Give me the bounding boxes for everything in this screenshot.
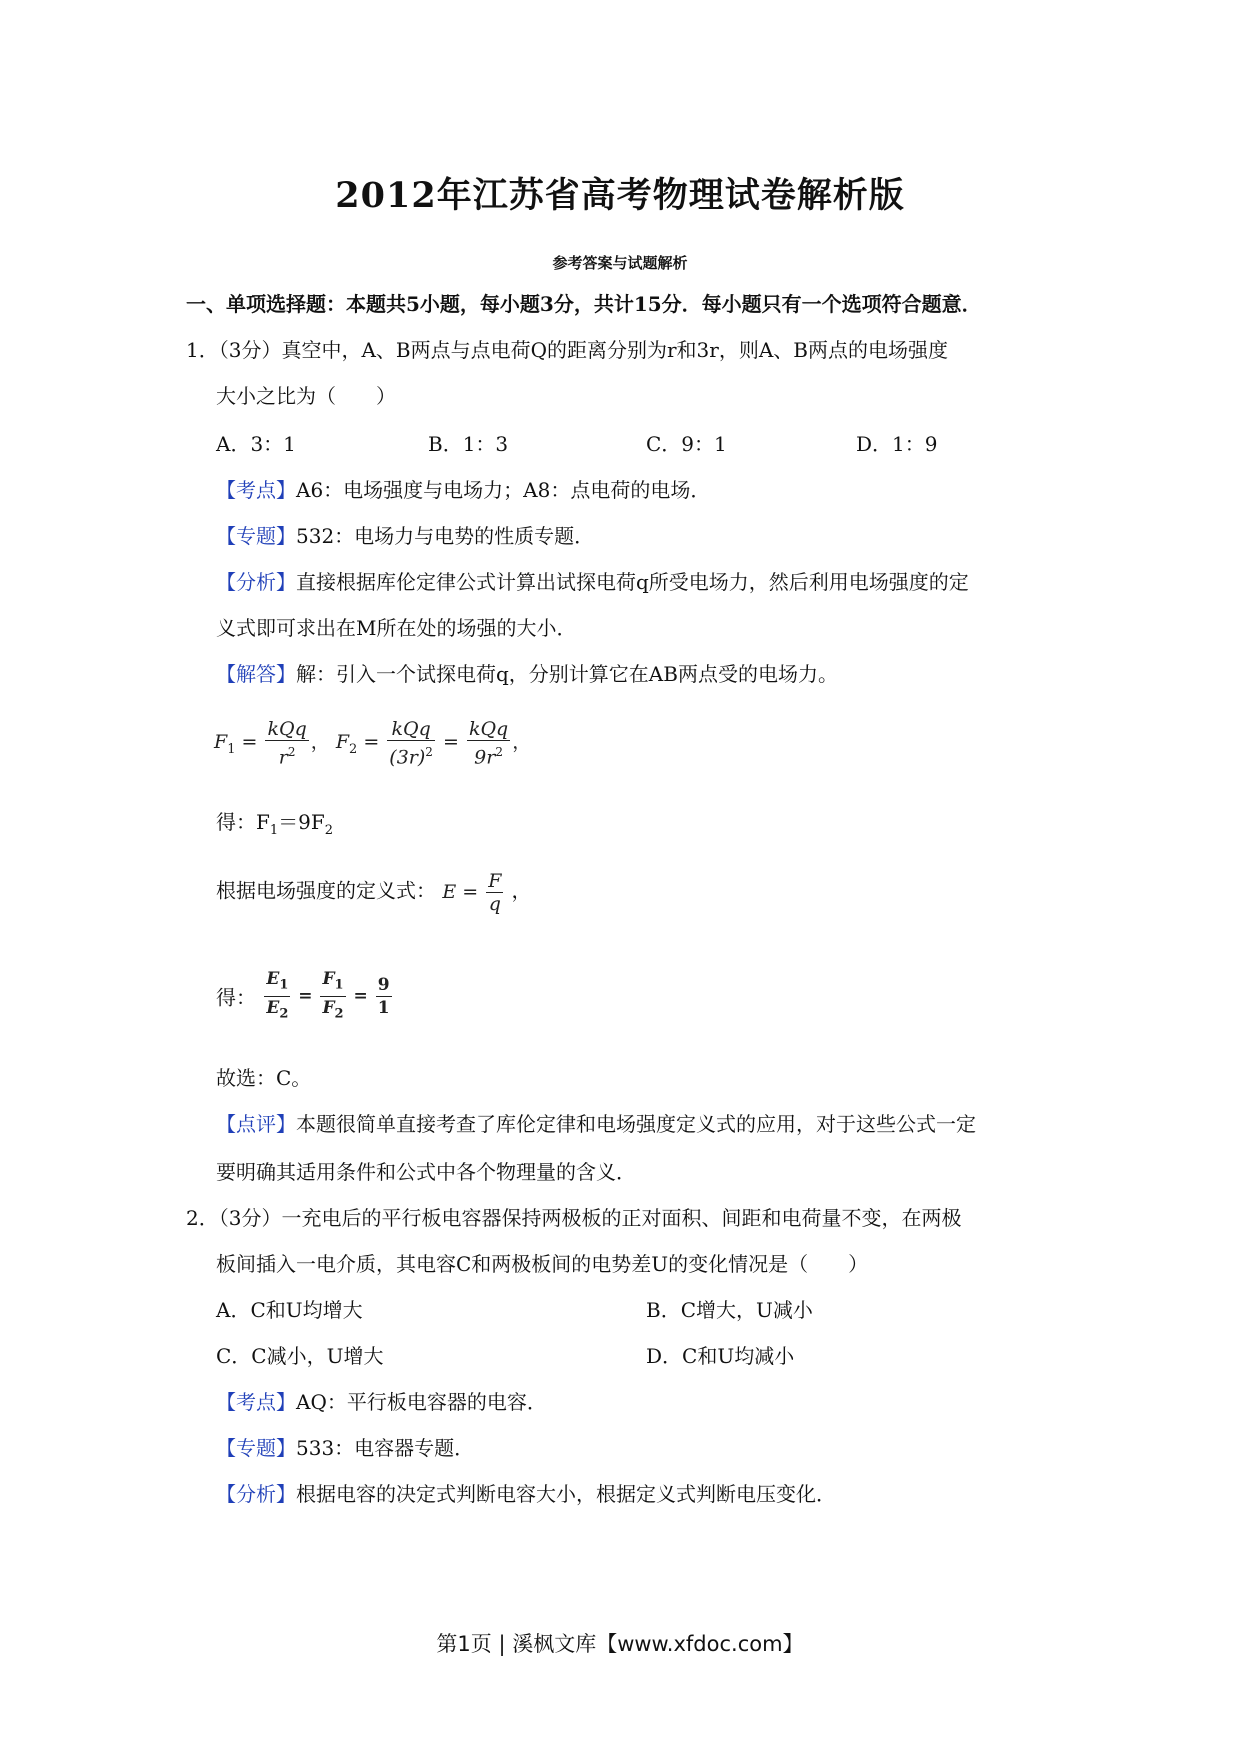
ratio-frac-f: $\frac{F_1}{F_2}$: [322, 969, 344, 1022]
q1-kaodian: [216, 474, 710, 503]
q2-option-d: D．C和U均减小: [646, 1344, 795, 1368]
ratio-frac-num: $\frac{9}{1}$: [377, 975, 390, 1019]
q1-dianping-line2: 要明确其适用条件和公式中各个物理量的含义．: [216, 1160, 636, 1184]
zhuanti-text: 532：电场力与电势的性质专题．: [296, 524, 595, 548]
equation-coulomb: $F_1$ = $\frac{\text{kQq}}{r^2}$ ， $F_2$ = $\frac{\text{kQq}}{(3r)^2}$ = $\frac{\text{kQq}}{9r^2}$ ，: [214, 718, 532, 769]
q2-stem-line2: 板间插入一电介质，其电容C和两极板间的电势差U的变化情况是（ ）: [216, 1252, 869, 1276]
q1-fenxi-line2: 义式即可求出在M所在处的场强的大小．: [216, 616, 577, 640]
eq-f2: $F_2$: [335, 731, 358, 757]
q2-kaodian: 【考点】AQ：平行板电容器的电容．: [216, 1390, 547, 1414]
fenxi-text-line1: 直接根据库伦定律公式计算出试探电荷q所受电场力，然后利用电场强度的定: [296, 570, 969, 594]
q2-option-c: C．C减小，U增大: [216, 1344, 384, 1368]
q1-option-d: D．1：9: [856, 432, 938, 456]
q1-choose: 故选：C。: [216, 1066, 312, 1090]
q2-option-a: A．C和U均增大: [216, 1298, 363, 1322]
dianping-text-line1: 本题很简单直接考查了库伦定律和电场强度定义式的应用，对于这些公式一定: [296, 1112, 976, 1136]
jieda-text: 解：引入一个试探电荷q，分别计算它在AB两点受的电场力。: [296, 662, 838, 686]
q2-zhuanti: 【专题】533：电容器专题．: [216, 1436, 475, 1460]
q1-definition: 根据电场强度的定义式： E = $\frac{F}{q}$ ，: [216, 870, 532, 915]
section-heading: 一、单项选择题：本题共5小题，每小题3分，共计15分．每小题只有一个选项符合题意．: [186, 292, 982, 316]
eq-frac-1: $\frac{\text{kQq}}{r^2}$: [267, 718, 307, 769]
q1-fenxi: [216, 566, 969, 595]
q1-option-b: B．1：3: [428, 432, 509, 456]
q1-option-c: C．9：1: [646, 432, 727, 456]
q1-stem-line2: 大小之比为（ ）: [216, 384, 396, 408]
kaodian-text: A6：电场强度与电场力；A8：点电荷的电场．: [296, 478, 711, 502]
page-title: 2012年江苏省高考物理试卷解析版: [335, 175, 905, 216]
jieda-tag: 【解答】: [216, 662, 296, 686]
eq-frac-2: $\frac{\text{kQq}}{(3r)^2}$: [389, 718, 433, 769]
zhuanti-tag: 【专题】: [216, 524, 296, 548]
q1-ratio: 得： $\frac{E_1}{E_2}$ = $\frac{F_1}{F_2}$ = $\frac{9}{1}$: [216, 968, 394, 1026]
q2-option-b: B．C增大，U减小: [646, 1298, 813, 1322]
q1-stem-line1: 1．（3分）真空中，A、B两点与点电荷Q的距离分别为r和3r，则A、B两点的电场强度: [186, 338, 948, 362]
page-footer: 第1页 | 溪枫文库【www.xfdoc.com】: [436, 1632, 804, 1656]
q2-stem-line1: 2．（3分）一充电后的平行板电容器保持两极板的正对面积、间距和电荷量不变，在两极: [186, 1206, 962, 1230]
q1-zhuanti: [216, 520, 594, 549]
page-subtitle: 参考答案与试题解析: [552, 254, 688, 272]
fenxi-tag: 【分析】: [216, 570, 296, 594]
eq-f1: $F_1$: [214, 731, 236, 757]
q1-dianping: [216, 1108, 976, 1137]
kaodian-tag: 【考点】: [216, 478, 296, 502]
eq-frac-3: $\frac{\text{kQq}}{9r^2}$: [468, 718, 509, 769]
q1-result1: 得：$F_1=9F_2$: [216, 810, 334, 838]
q2-fenxi: 【分析】根据电容的决定式判断电容大小，根据定义式判断电压变化．: [216, 1482, 836, 1506]
dianping-tag: 【点评】: [216, 1112, 296, 1136]
q1-jieda: [216, 658, 838, 687]
def-frac: $\frac{F}{q}$: [488, 870, 502, 915]
q1-option-a: A．3：1: [216, 432, 296, 456]
ratio-frac-e: $\frac{E_1}{E_2}$: [266, 969, 289, 1022]
